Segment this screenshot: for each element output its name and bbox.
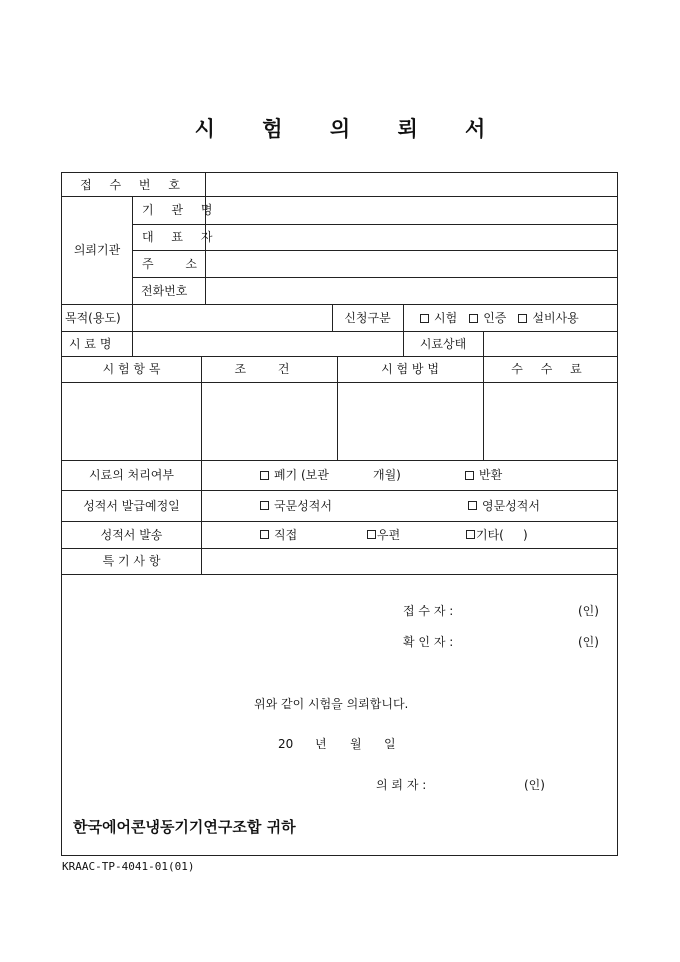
purpose-label: 목적(용도) (65, 310, 121, 325)
option-certification-label: 인증 (483, 310, 507, 325)
date-year-unit: 년 (315, 737, 327, 751)
confirmer-label: 확 인 자 : (403, 635, 454, 649)
form-title: 시 험 의 뢰 서 (194, 116, 506, 141)
report-delivery-label: 성적서 발송 (100, 527, 163, 542)
checkbox-icon (260, 530, 269, 539)
requester-sign-label: 의 뢰 자 : (376, 778, 427, 792)
discard-label: 폐기 (보관 (274, 468, 329, 482)
checkbox-facility-use[interactable] (518, 312, 578, 324)
representative-label (142, 224, 220, 250)
sample-name-field[interactable] (133, 331, 403, 356)
mail-label: 우편 (377, 527, 401, 542)
header-test-items: 시 험 항 목 (102, 362, 161, 376)
checkbox-icon (367, 530, 376, 539)
form-code: KRAAC-TP-4041-01(01) (62, 860, 195, 873)
checkbox-icon (465, 471, 474, 480)
checkbox-icon (260, 471, 269, 480)
checkbox-direct[interactable] (260, 521, 350, 548)
test-items-field[interactable] (62, 382, 201, 460)
row-divider (62, 574, 617, 575)
checkbox-certification[interactable] (469, 312, 506, 324)
checkbox-korean-report[interactable] (260, 490, 380, 521)
remarks-label: 특 기 사 항 (102, 554, 161, 568)
receipt-number-field[interactable] (206, 173, 617, 196)
receipt-number-label (62, 173, 205, 196)
other-label: 기타( ) (476, 527, 528, 542)
confirmer-seal: (인) (578, 635, 599, 649)
addressee: 한국에어콘냉동기기연구조합 귀하 (73, 817, 296, 836)
org-name-label (142, 196, 220, 224)
receiver-seal: (인) (578, 604, 599, 618)
date-day-unit: 일 (384, 737, 396, 751)
purpose-field[interactable] (133, 304, 332, 331)
sample-disposal-label: 시료의 처리여부 (89, 468, 174, 482)
checkbox-icon (518, 314, 527, 323)
address-label-text: 주 소 (142, 256, 211, 271)
checkbox-other[interactable] (466, 521, 586, 548)
test-request-form (61, 172, 618, 856)
org-name-label-text: 기 관 명 (142, 203, 220, 217)
requester-group-label: 의뢰기관 (73, 243, 121, 257)
direct-label: 직접 (274, 527, 298, 542)
sample-state-field[interactable] (484, 331, 617, 356)
requester-seal: (인) (524, 778, 545, 792)
col-divider (132, 196, 133, 304)
checkbox-mail[interactable] (367, 521, 447, 548)
header-fee-text: 수 수 료 (511, 362, 589, 376)
address-label (142, 250, 211, 277)
receipt-number-label-text: 접 수 번 호 (80, 177, 187, 192)
application-type-options (420, 304, 617, 331)
checkbox-icon (468, 501, 477, 510)
test-method-field[interactable] (338, 382, 483, 460)
header-fee (483, 356, 617, 382)
sample-name-label: 시 료 명 (69, 336, 112, 351)
phone-label: 전화번호 (141, 283, 188, 298)
receiver-label: 접 수 자 : (403, 604, 454, 618)
date-year-prefix: 20 (278, 737, 294, 751)
checkbox-english-report[interactable] (468, 490, 588, 521)
option-test-label: 시험 (434, 310, 458, 325)
address-field[interactable] (206, 250, 617, 277)
remarks-field[interactable] (202, 548, 617, 574)
english-report-label: 영문성적서 (482, 498, 540, 513)
date-month-unit: 월 (350, 737, 362, 751)
return-label: 반환 (479, 468, 503, 482)
representative-field[interactable] (206, 224, 617, 250)
col-divider (403, 304, 404, 331)
korean-report-label: 국문성적서 (274, 498, 332, 513)
fee-field[interactable] (484, 382, 617, 460)
report-issue-label: 성적서 발급예정일 (83, 498, 180, 513)
request-sentence: 위와 같이 시험을 의뢰합니다. (254, 697, 409, 711)
representative-label-text: 대 표 자 (142, 230, 220, 244)
checkbox-icon (466, 530, 475, 539)
checkbox-icon (420, 314, 429, 323)
header-conditions (201, 356, 337, 382)
sample-state-label: 시료상태 (419, 336, 467, 351)
conditions-field[interactable] (202, 382, 337, 460)
storage-months: 개월) (373, 468, 401, 482)
option-facility-label: 설비사용 (532, 310, 579, 325)
header-conditions-text: 조 건 (234, 362, 304, 376)
checkbox-return[interactable] (465, 460, 555, 490)
phone-field[interactable] (206, 277, 617, 304)
checkbox-test[interactable] (420, 312, 457, 324)
checkbox-icon (469, 314, 478, 323)
application-type-label: 신청구분 (344, 310, 391, 325)
org-name-field[interactable] (206, 196, 617, 224)
checkbox-icon (260, 501, 269, 510)
header-test-method: 시 험 방 법 (381, 362, 439, 376)
